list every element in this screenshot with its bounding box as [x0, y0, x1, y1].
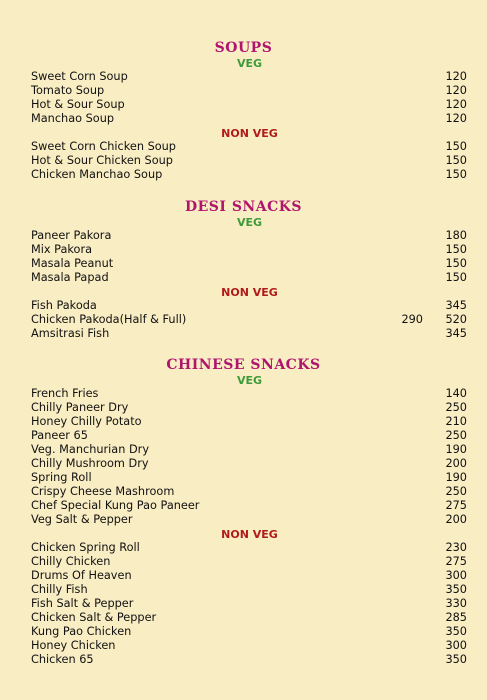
- menu-item: [31, 271, 467, 285]
- veg-label: VEG: [236, 57, 263, 70]
- item-price: 190: [445, 471, 467, 484]
- item-name: Tomato Soup: [31, 84, 105, 97]
- menu-item: [31, 611, 467, 625]
- menu-item: [31, 84, 467, 98]
- item-price: 230: [445, 541, 467, 554]
- item-name: Chilly Paneer Dry: [31, 401, 129, 414]
- item-name: Paneer 65: [31, 429, 88, 442]
- item-name: Kung Pao Chicken: [31, 625, 132, 638]
- item-price: 150: [445, 271, 467, 284]
- item-name: Hot & Sour Soup: [31, 98, 125, 111]
- menu-item: [31, 70, 467, 84]
- non-veg-label: NON VEG: [221, 286, 278, 299]
- menu-item: [31, 313, 467, 327]
- item-price: 210: [445, 415, 467, 428]
- menu-item: [31, 471, 467, 485]
- menu-item: [31, 499, 467, 513]
- item-name: Fish Salt & Pepper: [31, 597, 134, 610]
- item-price: 120: [445, 70, 467, 83]
- menu-item: [31, 457, 467, 471]
- item-name: Chicken Manchao Soup: [31, 168, 163, 181]
- menu-item: [31, 299, 467, 313]
- item-price: 350: [445, 583, 467, 596]
- item-price: 285: [445, 611, 467, 624]
- menu-item: [31, 112, 467, 126]
- item-name: Manchao Soup: [31, 112, 115, 125]
- item-name: Chilly Chicken: [31, 555, 111, 568]
- section-title-soups: SOUPS: [214, 40, 273, 56]
- veg-label: VEG: [236, 374, 263, 387]
- item-price: 345: [445, 327, 467, 340]
- item-name: Masala Papad: [31, 271, 109, 284]
- menu-item: [31, 513, 467, 527]
- item-price: 200: [445, 513, 467, 526]
- menu-item: [31, 168, 467, 182]
- item-name: Sweet Corn Soup: [31, 70, 128, 83]
- non-veg-label: NON VEG: [221, 528, 278, 541]
- item-price: 150: [445, 140, 467, 153]
- menu-item: [31, 653, 467, 667]
- section-title-desi-snacks: DESI SNACKS: [184, 199, 303, 215]
- item-price: 300: [445, 639, 467, 652]
- menu-item: [31, 569, 467, 583]
- item-name: Spring Roll: [31, 471, 92, 484]
- item-price: 200: [445, 457, 467, 470]
- item-price: 345: [445, 299, 467, 312]
- item-price-half: 290: [401, 313, 423, 326]
- item-name: Chicken Pakoda(Half & Full): [31, 313, 187, 326]
- menu-item: [31, 154, 467, 168]
- item-price: 275: [445, 555, 467, 568]
- item-name: Amsitrasi Fish: [31, 327, 110, 340]
- menu-item: [31, 98, 467, 112]
- item-name: French Fries: [31, 387, 99, 400]
- item-name: Honey Chicken: [31, 639, 116, 652]
- veg-label: VEG: [236, 216, 263, 229]
- menu-item: [31, 415, 467, 429]
- menu-item: [31, 243, 467, 257]
- item-price: 350: [445, 653, 467, 666]
- item-price: 250: [445, 401, 467, 414]
- menu-item: [31, 583, 467, 597]
- item-name: Chicken Salt & Pepper: [31, 611, 157, 624]
- item-price: 180: [445, 229, 467, 242]
- menu-item: [31, 401, 467, 415]
- menu-item: [31, 443, 467, 457]
- item-price: 250: [445, 485, 467, 498]
- item-name: Chicken 65: [31, 653, 94, 666]
- item-name: Masala Peanut: [31, 257, 114, 270]
- item-name: Chilly Mushroom Dry: [31, 457, 149, 470]
- item-name: Hot & Sour Chicken Soup: [31, 154, 173, 167]
- item-price: 120: [445, 112, 467, 125]
- item-price: 330: [445, 597, 467, 610]
- item-price: 250: [445, 429, 467, 442]
- menu-item: [31, 387, 467, 401]
- item-name: Fish Pakoda: [31, 299, 97, 312]
- menu-item: [31, 597, 467, 611]
- item-price: 150: [445, 168, 467, 181]
- item-name: Paneer Pakora: [31, 229, 112, 242]
- non-veg-label: NON VEG: [221, 127, 278, 140]
- menu-item: [31, 229, 467, 243]
- menu-item: [31, 327, 467, 341]
- item-price: 520: [445, 313, 467, 326]
- item-price: 275: [445, 499, 467, 512]
- item-name: Veg Salt & Pepper: [31, 513, 133, 526]
- item-name: Mix Pakora: [31, 243, 93, 256]
- item-price: 300: [445, 569, 467, 582]
- menu-item: [31, 485, 467, 499]
- menu-item: [31, 639, 467, 653]
- menu-item: [31, 625, 467, 639]
- item-name: Chilly Fish: [31, 583, 88, 596]
- item-price: 150: [445, 243, 467, 256]
- section-title-chinese-snacks: CHINESE SNACKS: [166, 357, 321, 373]
- item-name: Chicken Spring Roll: [31, 541, 140, 554]
- menu-item: [31, 257, 467, 271]
- item-name: Chef Special Kung Pao Paneer: [31, 499, 200, 512]
- menu-item: [31, 555, 467, 569]
- item-price: 140: [445, 387, 467, 400]
- item-price: 120: [445, 98, 467, 111]
- menu-item: [31, 429, 467, 443]
- menu-item: [31, 541, 467, 555]
- item-price: 190: [445, 443, 467, 456]
- item-price: 150: [445, 257, 467, 270]
- item-name: Veg. Manchurian Dry: [31, 443, 149, 456]
- menu-item: [31, 140, 467, 154]
- item-name: Drums Of Heaven: [31, 569, 132, 582]
- item-price: 350: [445, 625, 467, 638]
- item-name: Crispy Cheese Mashroom: [31, 485, 175, 498]
- item-price: 150: [445, 154, 467, 167]
- item-name: Sweet Corn Chicken Soup: [31, 140, 176, 153]
- item-name: Honey Chilly Potato: [31, 415, 142, 428]
- item-price: 120: [445, 84, 467, 97]
